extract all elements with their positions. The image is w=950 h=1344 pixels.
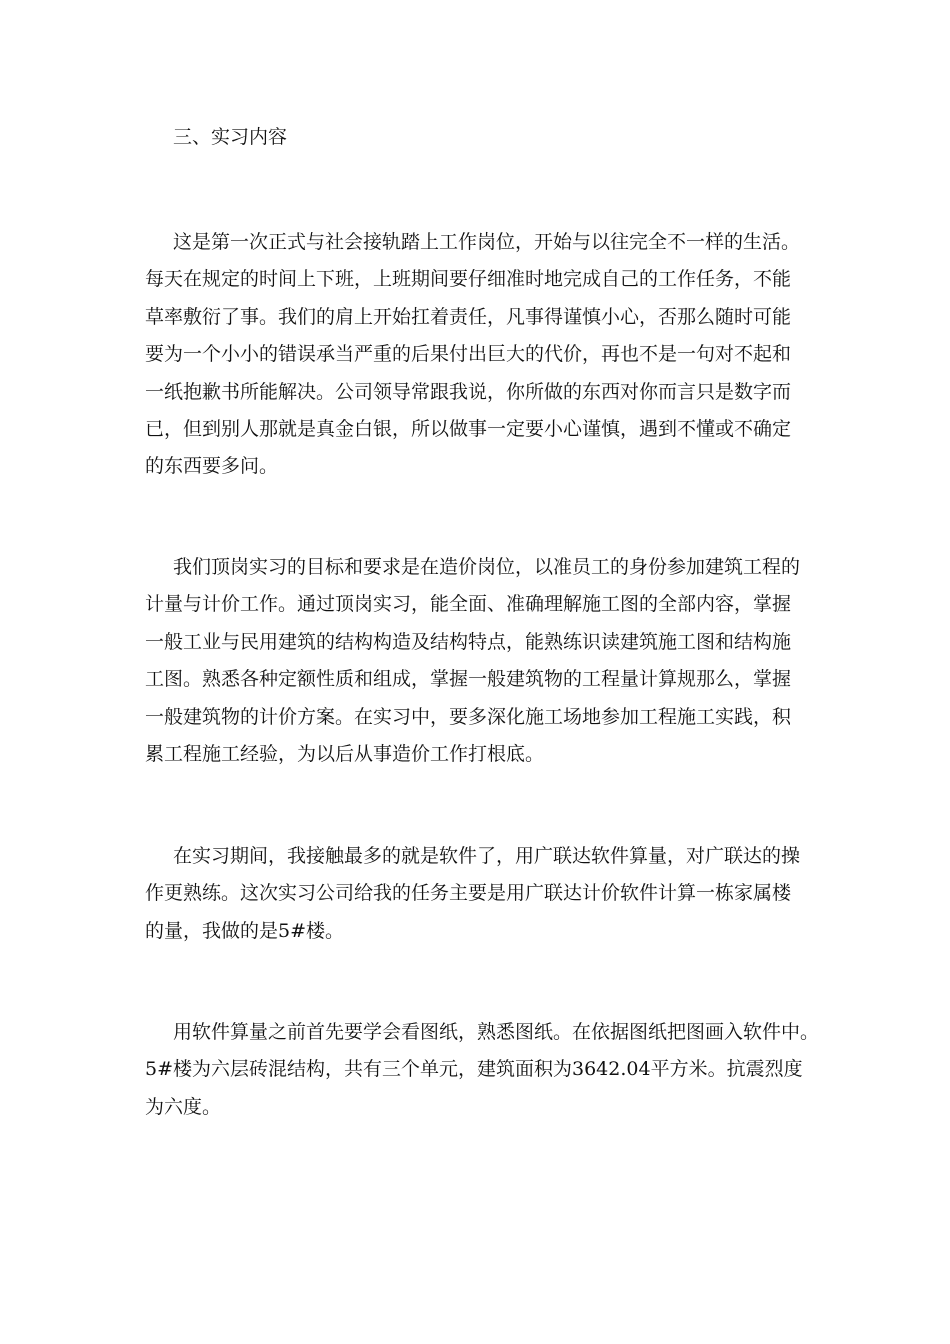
paragraph-2 (0, 549, 950, 773)
paragraph-line: 在实习期间，我接触最多的就是软件了，用广联达软件算量，对广联达的操 (173, 845, 801, 867)
paragraph-line: 草率敷衍了事。我们的肩上开始扛着责任，凡事得谨慎小心，否那么随时可能 (145, 305, 792, 328)
paragraph-line: 一般工业与民用建筑的结构构造及结构特点，能熟练识读建筑施工图和结构施 (145, 630, 792, 653)
paragraph-1 (0, 224, 950, 486)
paragraph-line: 我们顶岗实习的目标和要求是在造价岗位，以准员工的身份参加建筑工程的 (173, 556, 801, 578)
paragraph-line: 累工程施工经验，为以后从事造价工作打根底。 (145, 742, 545, 765)
paragraph-line: 一纸抱歉书所能解决。公司领导常跟我说，你所做的东西对你而言只是数字而 (145, 380, 792, 403)
paragraph-4 (0, 1014, 950, 1126)
paragraph-line: 用软件算量之前首先要学会看图纸，熟悉图纸。在依据图纸把图画入软件中。 (173, 1021, 820, 1043)
paragraph-line: 要为一个小小的错误承当严重的后果付出巨大的代价，再也不是一句对不起和 (145, 343, 792, 366)
paragraph-line: 工图。熟悉各种定额性质和组成，掌握一般建筑物的工程量计算规那么，掌握 (145, 668, 792, 691)
paragraph-line: 5#楼为六层砖混结构，共有三个单元，建筑面积为3642.04平方米。抗震烈度 (145, 1058, 803, 1081)
section-heading: 三、实习内容 (173, 126, 288, 148)
paragraph-line: 作更熟练。这次实习公司给我的任务主要是用广联达计价软件计算一栋家属楼 (145, 882, 792, 905)
paragraph-line: 每天在规定的时间上下班，上班期间要仔细准时地完成自己的工作任务，不能 (145, 268, 792, 291)
paragraph-line: 计量与计价工作。通过顶岗实习，能全面、准确理解施工图的全部内容，掌握 (145, 593, 792, 616)
paragraph-3 (0, 838, 950, 950)
paragraph-line: 已，但到别人那就是真金白银，所以做事一定要小心谨慎，遇到不懂或不确定 (145, 417, 792, 440)
paragraph-line: 的量，我做的是5#楼。 (145, 919, 345, 942)
paragraph-line: 为六度。 (145, 1095, 222, 1118)
paragraph-line: 一般建筑物的计价方案。在实习中，要多深化施工场地参加工程施工实践，积 (145, 705, 792, 728)
paragraph-line: 的东西要多问。 (145, 455, 279, 478)
paragraph-line: 这是第一次正式与社会接轨踏上工作岗位，开始与以往完全不一样的生活。 (173, 231, 801, 253)
